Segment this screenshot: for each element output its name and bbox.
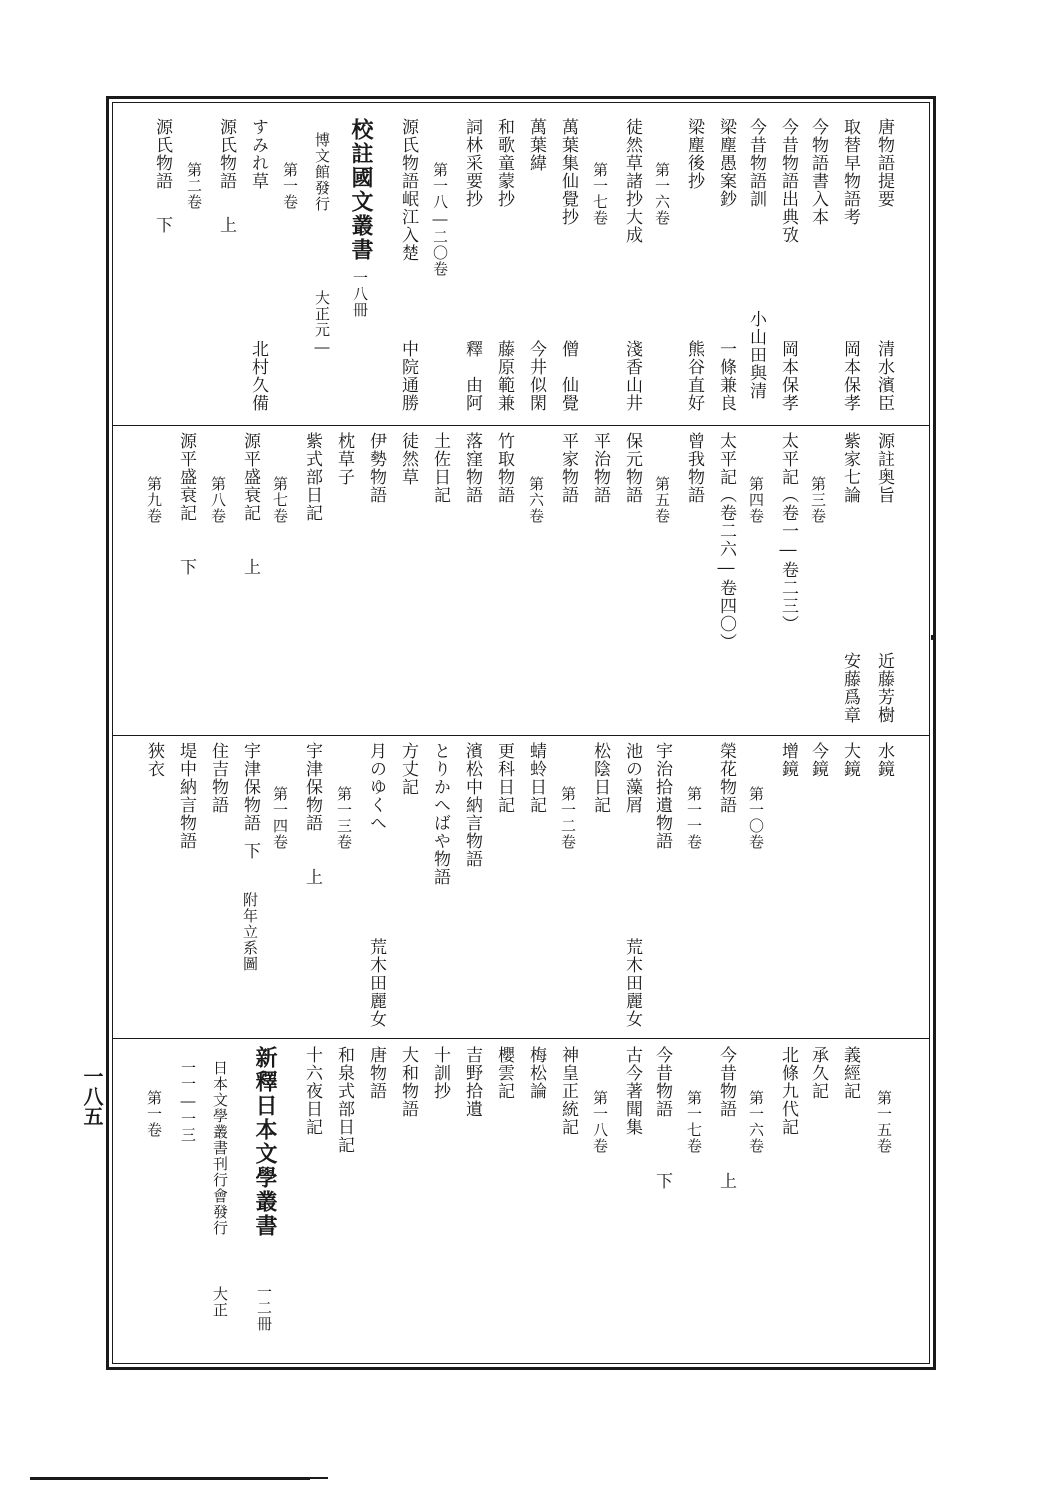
catalog-entry: 萬葉集仙覺抄 (558, 118, 578, 226)
catalog-entry: 梁塵後抄 (684, 118, 704, 190)
volume-label: 第九卷 (145, 476, 163, 524)
catalog-entry: 梅松論 (526, 1046, 546, 1100)
catalog-entry: 源氏物語 (216, 118, 236, 190)
volume-label: 第一二卷 (559, 786, 577, 850)
catalog-entry: 曾我物語 (684, 432, 704, 504)
catalog-entry: 徒然草 (398, 432, 418, 486)
catalog-entry: 枕草子 (334, 432, 354, 486)
catalog-entry: 宇津保物語 (302, 742, 322, 832)
catalog-entry: 清水濱臣 (874, 340, 894, 412)
catalog-entry: 落窪物語 (462, 432, 482, 504)
catalog-entry: 宇津保物語 (240, 742, 260, 832)
catalog-entry: すみれ草 (248, 118, 268, 190)
catalog-entry: 荒木田麗女 (622, 938, 642, 1028)
catalog-entry: 今昔物語訓 (746, 118, 766, 208)
volume-label: 第一卷 (145, 1090, 163, 1138)
catalog-entry: 取替早物語考 (840, 118, 860, 226)
catalog-entry: 源註奥旨 (874, 432, 894, 504)
catalog-entry: 承久記 (808, 1046, 828, 1100)
catalog-entry: 太平記（卷二六―卷四〇） (716, 432, 736, 651)
volume-label: 一八冊 (351, 270, 369, 318)
catalog-entry: 池の藻屑 (622, 742, 642, 814)
catalog-entry: 下 (176, 558, 196, 576)
catalog-entry: 方丈記 (398, 742, 418, 796)
catalog-entry: 萬葉緯 (526, 118, 546, 172)
volume-label: 博文館發行 (313, 132, 331, 212)
catalog-entry: 古今著聞集 (622, 1046, 642, 1136)
catalog-entry: 徒然草諸抄大成 (622, 118, 642, 244)
volume-label: 大正元― (313, 290, 331, 357)
volume-label: 日本文學叢書刊行會發行 (211, 1060, 229, 1236)
catalog-entry: 十訓抄 (430, 1046, 450, 1100)
catalog-entry: 唐物語 (366, 1046, 386, 1100)
catalog-entry: 一條兼良 (716, 340, 736, 412)
band-divider (112, 425, 930, 426)
series-title: 新釋日本文學叢書 (252, 1046, 278, 1238)
catalog-entry: 宇治拾遺物語 (652, 742, 672, 850)
catalog-entry: 榮花物語 (716, 742, 736, 814)
catalog-entry: 和歌童蒙抄 (494, 118, 514, 208)
catalog-entry: 松陰日記 (590, 742, 610, 814)
volume-label: 第八卷 (209, 476, 227, 524)
catalog-entry: 藤原範兼 (494, 340, 514, 412)
catalog-band-4 (120, 1046, 920, 1358)
footer-rule-short (310, 1477, 328, 1479)
catalog-entry: 熊谷直好 (684, 340, 704, 412)
catalog-entry: 增鏡 (778, 742, 798, 778)
volume-label: 第七卷 (271, 476, 289, 524)
catalog-entry: 荒木田麗女 (366, 938, 386, 1028)
volume-label: 第一卷 (281, 162, 299, 210)
catalog-entry: 蜻蛉日記 (526, 742, 546, 814)
volume-label: 第一六卷 (653, 162, 671, 226)
volume-label: 第一三卷 (335, 786, 353, 850)
catalog-entry: 上 (240, 558, 260, 576)
catalog-entry: 源平盛衰記 (240, 432, 260, 522)
catalog-entry: 平治物語 (590, 432, 610, 504)
catalog-entry: 水鏡 (874, 742, 894, 778)
catalog-entry: 安藤爲章 (840, 652, 860, 724)
catalog-entry: 淺香山井 (622, 340, 642, 412)
catalog-entry: 大鏡 (840, 742, 860, 778)
catalog-entry: 平家物語 (558, 432, 578, 504)
volume-label: 大正 (211, 1286, 229, 1318)
volume-label: 第一〇卷 (747, 786, 765, 850)
catalog-entry: 中院通勝 (398, 340, 418, 412)
band-divider (112, 1038, 930, 1039)
catalog-band-1 (120, 118, 920, 418)
catalog-entry: とりかへばや物語 (430, 742, 450, 886)
catalog-entry: 今昔物語 (652, 1046, 672, 1118)
catalog-entry: 岡本保孝 (840, 340, 860, 412)
catalog-entry: 岡本保孝 (778, 340, 798, 412)
band-divider (112, 735, 930, 736)
catalog-entry: 釋 由阿 (462, 340, 482, 412)
volume-label: 第一四卷 (271, 786, 289, 850)
catalog-entry: 住吉物語 (208, 742, 228, 814)
catalog-entry: 今井似閑 (526, 340, 546, 412)
series-title: 校註國文叢書 (348, 118, 374, 262)
volume-label: 第一七卷 (685, 1090, 703, 1154)
volume-label: 第六卷 (527, 476, 545, 524)
catalog-entry: 下 (152, 216, 172, 234)
catalog-entry: 今昔物語出典攷 (778, 118, 798, 244)
volume-label: 第四卷 (747, 476, 765, 524)
catalog-entry: 濱松中納言物語 (462, 742, 482, 868)
volume-label: 第二卷 (185, 162, 203, 210)
catalog-entry: 今鏡 (808, 742, 828, 778)
catalog-entry: 吉野拾遺 (462, 1046, 482, 1118)
catalog-entry: 神皇正統記 (558, 1046, 578, 1136)
catalog-entry: 上 (216, 216, 236, 234)
volume-label: 附年立系圖 (241, 892, 259, 972)
catalog-entry: 今物語書入本 (808, 118, 828, 226)
volume-label: 第一一卷 (685, 786, 703, 850)
volume-label: 第一五卷 (875, 1090, 893, 1154)
catalog-entry: 下 (652, 1172, 672, 1190)
catalog-entry: 和泉式部日記 (334, 1046, 354, 1154)
page-number: 一八五 (80, 1066, 104, 1126)
catalog-entry: 唐物語提要 (874, 118, 894, 208)
catalog-entry: 櫻雲記 (494, 1046, 514, 1100)
catalog-entry: 月のゆくへ (366, 742, 386, 832)
catalog-entry: 梁塵愚案鈔 (716, 118, 736, 208)
catalog-entry: 保元物語 (622, 432, 642, 504)
catalog-entry: 更科日記 (494, 742, 514, 814)
catalog-entry: 土佐日記 (430, 432, 450, 504)
volume-label: 第三卷 (809, 476, 827, 524)
catalog-entry: 源平盛衰記 (176, 432, 196, 522)
catalog-entry: 上 (716, 1172, 736, 1190)
volume-label: 一二冊 (255, 1284, 273, 1332)
catalog-entry: 十六夜日記 (302, 1046, 322, 1136)
catalog-entry: 北村久備 (248, 340, 268, 412)
catalog-entry: 源氏物語 (152, 118, 172, 190)
catalog-entry: 伊勢物語 (366, 432, 386, 504)
catalog-entry: 堤中納言物語 (176, 742, 196, 850)
catalog-entry: 義經記 (840, 1046, 860, 1100)
catalog-entry: 大和物語 (398, 1046, 418, 1118)
catalog-entry: 今昔物語 (716, 1046, 736, 1118)
volume-label: 第一八―二〇卷 (431, 162, 449, 277)
footer-rule (30, 1477, 310, 1480)
catalog-entry: 竹取物語 (494, 432, 514, 504)
catalog-entry: 上 (302, 868, 322, 886)
volume-label: 第五卷 (653, 476, 671, 524)
catalog-entry: 紫式部日記 (302, 432, 322, 522)
catalog-band-3 (120, 742, 920, 1031)
volume-label: 一一―一三 (179, 1060, 197, 1143)
catalog-entry: 詞林采要抄 (462, 118, 482, 208)
catalog-entry: 僧 仙覺 (558, 340, 578, 412)
catalog-entry: 北條九代記 (778, 1046, 798, 1136)
catalog-entry: 紫家七論 (840, 432, 860, 504)
catalog-entry: 狹衣 (144, 742, 164, 778)
volume-label: 第一七卷 (591, 162, 609, 226)
margin-mark: ▪ (930, 632, 937, 643)
volume-label: 第一八卷 (591, 1090, 609, 1154)
catalog-entry: 源氏物語岷江入楚 (398, 118, 418, 262)
catalog-entry: 小山田與清 (746, 310, 766, 400)
catalog-band-2 (120, 432, 920, 728)
catalog-entry: 太平記（卷一―卷二三） (778, 432, 798, 633)
volume-label: 第一六卷 (747, 1090, 765, 1154)
catalog-entry: 下 (240, 842, 260, 860)
catalog-entry: 近藤芳樹 (874, 652, 894, 724)
